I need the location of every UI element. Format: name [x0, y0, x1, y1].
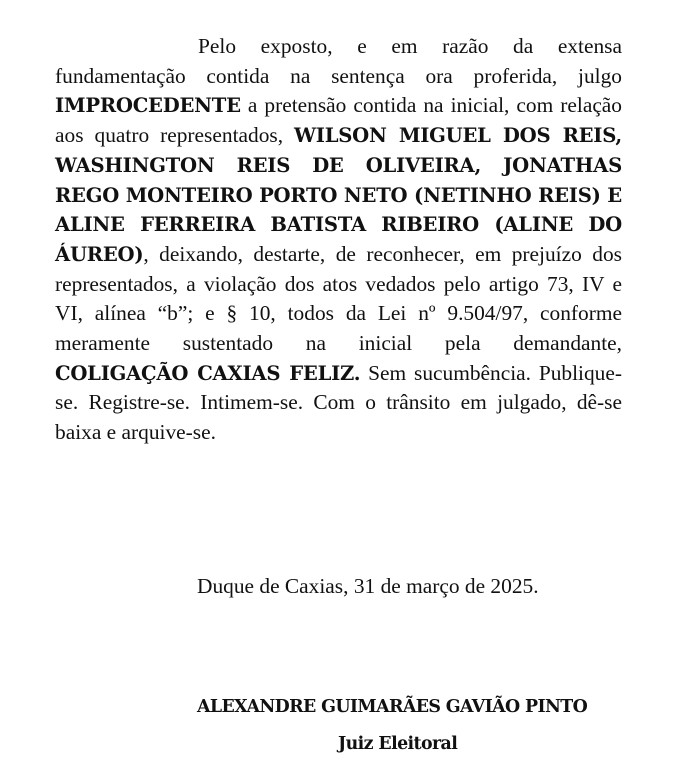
decision-text-3: , deixando, destarte, de reconhecer, em prejuízo dos representados, a violação dos atos vedados pelo artigo 73, IV e VI, alínea “b”; e § 10, todos da Lei nº 9.504/97, conforme meramente sustentado na inicial pela demandante, — [55, 241, 622, 356]
place-and-date: Duque de Caxias, 31 de março de 2025. — [197, 574, 539, 598]
signer-name: ALEXANDRE GUIMARÃES GAVIÃO PINTO — [197, 697, 588, 717]
verdict-improcedente: IMPROCEDENTE — [55, 94, 241, 118]
decision-text-1: Pelo exposto, e em razão da extensa fundamentação contida na sentença ora proferida, julgo — [55, 34, 622, 88]
decision-text-4: Sem sucumbência. Publique-se. Registre-se. Intimem-se. Com o trânsito em julgado, dê-se baixa e arquive-se. — [55, 360, 622, 445]
signer-role: Juiz Eleitoral — [338, 734, 458, 754]
defendants-names: WILSON MIGUEL DOS REIS, WASHINGTON REIS DE OLIVEIRA, JONATHAS REGO MONTEIRO PORTO NETO (NETINHO REIS) E ALINE FERREIRA BATISTA RIBEIRO (ALINE DO ÁUREO) — [55, 124, 622, 266]
decision-text-2: a pretensão contida na inicial, com relação aos quatro representados, — [55, 93, 622, 148]
plaintiff-name: COLIGAÇÃO CAXIAS FELIZ. — [55, 361, 361, 385]
decision-paragraph — [55, 32, 622, 448]
